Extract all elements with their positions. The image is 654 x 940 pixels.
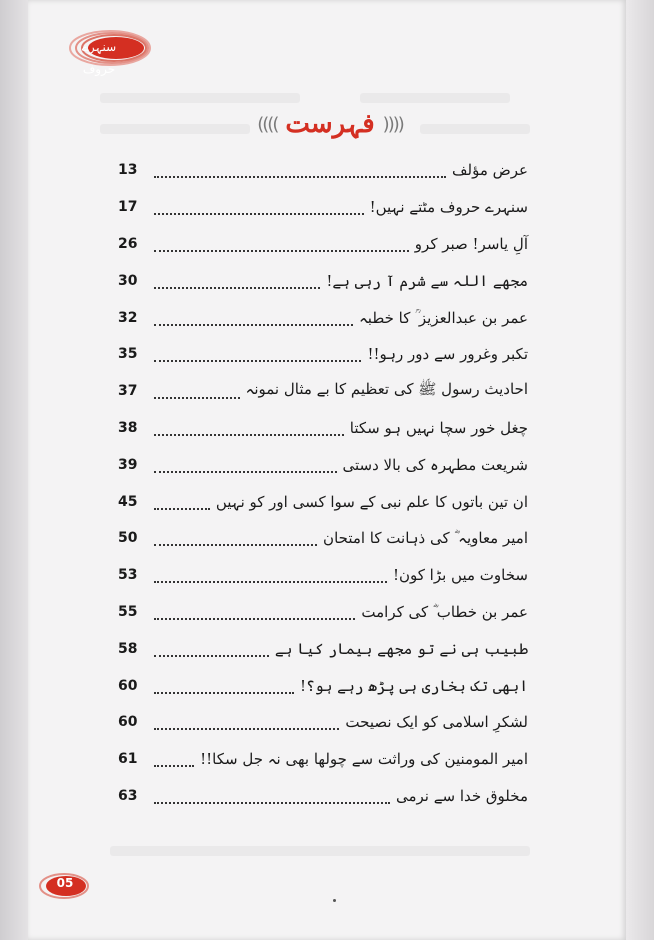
toc-entry-leader bbox=[154, 322, 353, 326]
toc-entry bbox=[118, 299, 528, 336]
toc-entry-page: 60 bbox=[118, 677, 138, 694]
toc-entry-title: امیر المومنین کی وراثت سے چولھا بھی نہ جل سکا!! bbox=[200, 750, 528, 769]
toc-entry-page: 60 bbox=[118, 714, 138, 731]
toc-entry-title: ابھی تک بخاری ہی پڑھ رہے ہو؟! bbox=[300, 676, 528, 695]
toc-entry-leader bbox=[154, 174, 446, 178]
toc-entry-page: 17 bbox=[118, 199, 138, 216]
toc-entry-leader bbox=[154, 763, 194, 767]
toc-entry bbox=[118, 336, 528, 373]
page-right-edge bbox=[626, 0, 654, 940]
toc-entry-title: ان تین باتوں کا علم نبی کے سوا کسی اور کو نہیں bbox=[215, 492, 528, 511]
toc-entry-page: 45 bbox=[118, 493, 138, 510]
page-left-edge bbox=[0, 0, 28, 940]
toc-entry-leader bbox=[154, 579, 387, 583]
toc-entry bbox=[118, 152, 528, 189]
toc-entry bbox=[118, 373, 528, 410]
toc-entry bbox=[118, 594, 528, 631]
heading-ornament-left: (((( bbox=[257, 113, 278, 135]
toc-entry-title: لشکرِ اسلامی کو ایک نصیحت bbox=[345, 713, 528, 732]
toc-entry-page: 30 bbox=[118, 272, 138, 289]
footer-mark bbox=[333, 899, 336, 902]
toc-entry-leader bbox=[154, 690, 294, 694]
toc-entry-leader bbox=[154, 395, 240, 399]
heading-ornament-right: )))) bbox=[382, 113, 403, 135]
toc-title: فہرست bbox=[285, 109, 375, 139]
toc-entry bbox=[118, 410, 528, 447]
toc-entry-title: عمر بن عبدالعزیز ؒ کا خطبہ bbox=[359, 308, 528, 327]
page-number: 05 bbox=[56, 876, 74, 890]
toc-entry bbox=[118, 483, 528, 520]
toc-entry-title: سنہرے حروف مٹتے نہیں! bbox=[369, 198, 528, 217]
toc-entry-title: آلِ یاسر! صبر کرو bbox=[414, 234, 528, 253]
show-through-line bbox=[100, 93, 300, 103]
toc-entry-page: 26 bbox=[118, 235, 138, 252]
toc-entry-page: 61 bbox=[118, 751, 138, 768]
toc-entry-title: طبیب ہی نے تو مجھے بیمار کیا ہے bbox=[274, 639, 528, 658]
toc-entry-leader bbox=[154, 211, 364, 215]
toc-entry-title: تکبر وغرور سے دور رہو!! bbox=[367, 345, 528, 364]
toc-entry-title: مخلوق خدا سے نرمی bbox=[395, 786, 528, 805]
toc-entry bbox=[118, 741, 528, 778]
toc-entry-title: احادیث رسول ﷺ کی تعظیم کا بے مثال نمونہ bbox=[245, 380, 528, 399]
toc-entry-title: مجھے اللہ سے شرم آ رہی ہے! bbox=[326, 271, 528, 290]
toc-entry-title: امیر معاویہ ؓ کی ذہانت کا امتحان bbox=[323, 529, 528, 548]
toc-entry-title: عمر بن خطاب ؓ کی کرامت bbox=[361, 602, 528, 621]
toc-entry bbox=[118, 667, 528, 704]
toc-entry bbox=[118, 189, 528, 226]
toc-entry-leader bbox=[154, 248, 409, 252]
show-through-line bbox=[360, 93, 510, 103]
toc-entry-page: 39 bbox=[118, 456, 138, 473]
toc-entry-title: چغل خور سچا نہیں ہو سکتا bbox=[349, 418, 528, 437]
toc-entry-leader bbox=[154, 469, 337, 473]
toc-entry-leader bbox=[154, 653, 269, 657]
toc-entry-leader bbox=[154, 506, 210, 510]
toc-entry bbox=[118, 630, 528, 667]
toc-entry-title: عرض مؤلف bbox=[451, 161, 528, 180]
toc-entry-leader bbox=[154, 616, 355, 620]
toc-entry-page: 13 bbox=[118, 162, 138, 179]
toc-entry-title: شریعت مطہرہ کی بالا دستی bbox=[342, 455, 528, 474]
toc-entry bbox=[118, 262, 528, 299]
toc-entry-page: 53 bbox=[118, 567, 138, 584]
table-of-contents bbox=[118, 152, 528, 814]
toc-entry-leader bbox=[154, 726, 339, 730]
toc-entry-page: 32 bbox=[118, 309, 138, 326]
toc-entry-page: 55 bbox=[118, 603, 138, 620]
toc-entry bbox=[118, 778, 528, 815]
toc-entry bbox=[118, 557, 528, 594]
toc-entry-page: 63 bbox=[118, 787, 138, 804]
toc-heading bbox=[257, 104, 403, 144]
toc-entry-page: 50 bbox=[118, 530, 138, 547]
toc-entry bbox=[118, 704, 528, 741]
toc-entry-leader bbox=[154, 800, 390, 804]
show-through-line bbox=[420, 124, 530, 134]
toc-entry-page: 58 bbox=[118, 640, 138, 657]
toc-entry-leader bbox=[154, 432, 344, 436]
toc-entry-leader bbox=[154, 285, 320, 289]
toc-entry-leader bbox=[154, 358, 361, 362]
toc-entry-page: 38 bbox=[118, 419, 138, 436]
show-through-line bbox=[110, 846, 530, 856]
show-through-line bbox=[100, 124, 250, 134]
toc-entry-title: سخاوت میں بڑا کون! bbox=[392, 566, 528, 585]
book-title: سنہرے حروف bbox=[81, 40, 117, 76]
toc-entry-leader bbox=[154, 542, 317, 546]
toc-entry-page: 37 bbox=[118, 383, 138, 400]
toc-entry bbox=[118, 446, 528, 483]
toc-entry bbox=[118, 520, 528, 557]
toc-entry-page: 35 bbox=[118, 346, 138, 363]
toc-entry bbox=[118, 226, 528, 263]
